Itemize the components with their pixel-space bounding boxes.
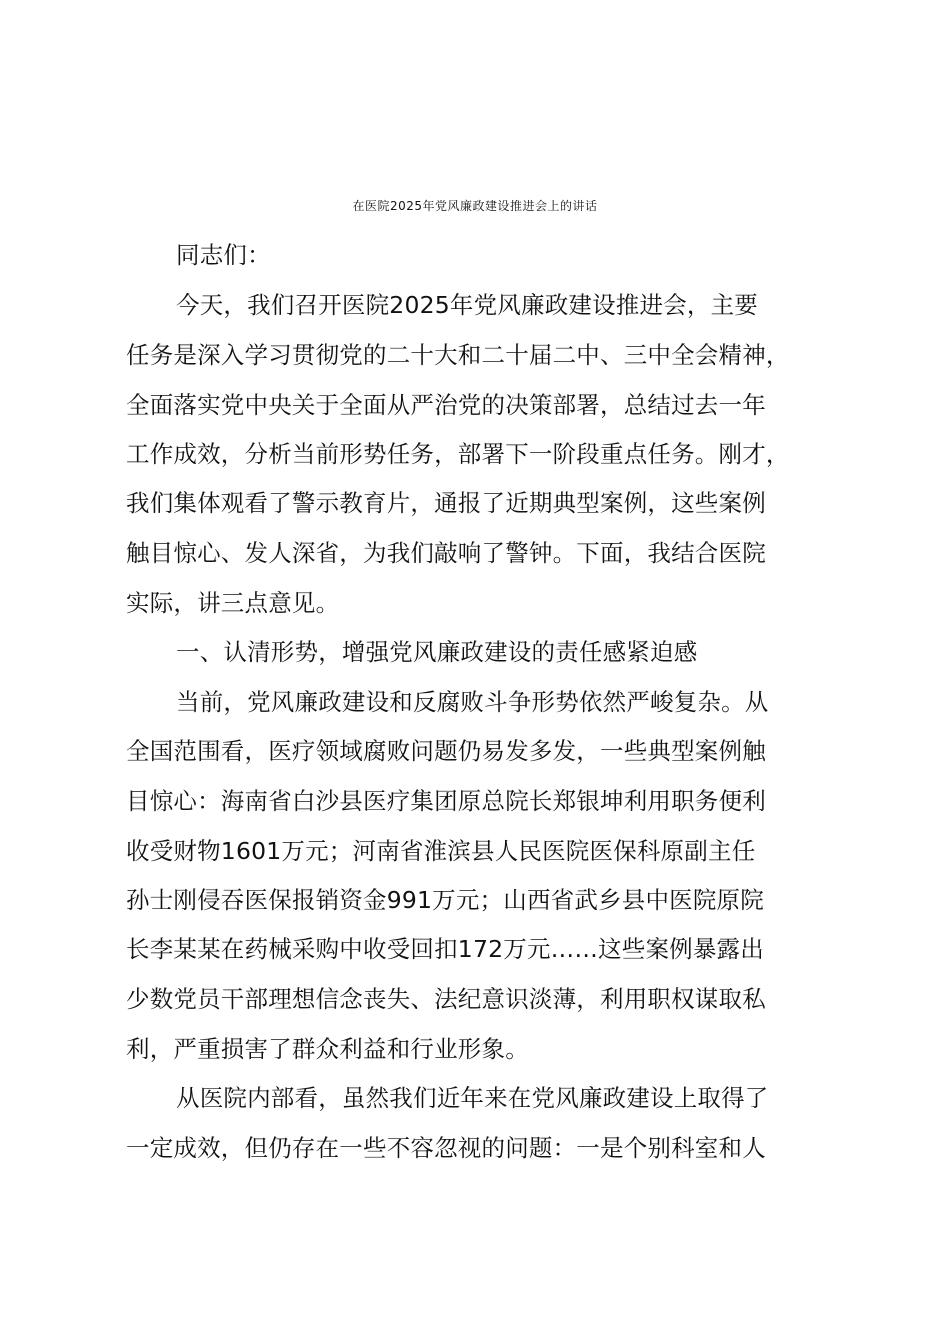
paragraph-line: 任务是深入学习贯彻党的二十大和二十届二中、三中全会精神， [126, 341, 790, 369]
paragraph-line: 利，严重损害了群众利益和行业形象。 [126, 1035, 529, 1063]
paragraph-line: 实际，讲三点意见。 [126, 589, 340, 617]
paragraph-line: 长李某某在药械采购中收受回扣172万元……这些案例暴露出 [126, 935, 764, 963]
paragraph-line: 当前，党风廉政建设和反腐败斗争形势依然严峻复杂。从 [176, 688, 769, 716]
paragraph-line: 目惊心：海南省白沙县医疗集团原总院长郑银坤利用职务便利 [126, 787, 766, 815]
paragraph-line: 收受财物1601万元；河南省淮滨县人民医院医保科原副主任 [126, 837, 756, 865]
paragraph-line: 孙士刚侵吞医保报销资金991万元；山西省武乡县中医院原院 [126, 886, 764, 914]
paragraph-line: 全面落实党中央关于全面从严治党的决策部署，总结过去一年 [126, 391, 766, 419]
paragraph-line: 从医院内部看，虽然我们近年来在党风廉政建设上取得了 [176, 1084, 769, 1112]
paragraph-line: 工作成效，分析当前形势任务，部署下一阶段重点任务。刚才， [126, 440, 790, 468]
paragraph-line: 我们集体观看了警示教育片，通报了近期典型案例，这些案例 [126, 489, 766, 517]
paragraph-line: 少数党员干部理想信念丧失、法纪意识淡薄，利用职权谋取私 [126, 985, 766, 1013]
salutation: 同志们： [176, 241, 271, 269]
paragraph-line: 触目惊心、发人深省，为我们敲响了警钟。下面，我结合医院 [126, 539, 766, 567]
paragraph-line: 全国范围看，医疗领域腐败问题仍易发多发，一些典型案例触 [126, 737, 766, 765]
section-heading: 一、认清形势，增强党风廉政建设的责任感紧迫感 [176, 638, 698, 666]
document-title: 在医院2025年党风廉政建设推进会上的讲话 [352, 199, 598, 213]
paragraph-line: 一定成效，但仍存在一些不容忽视的问题：一是个别科室和人 [126, 1134, 766, 1162]
paragraph-line: 今天，我们召开医院2025年党风廉政建设推进会，主要 [176, 291, 759, 319]
